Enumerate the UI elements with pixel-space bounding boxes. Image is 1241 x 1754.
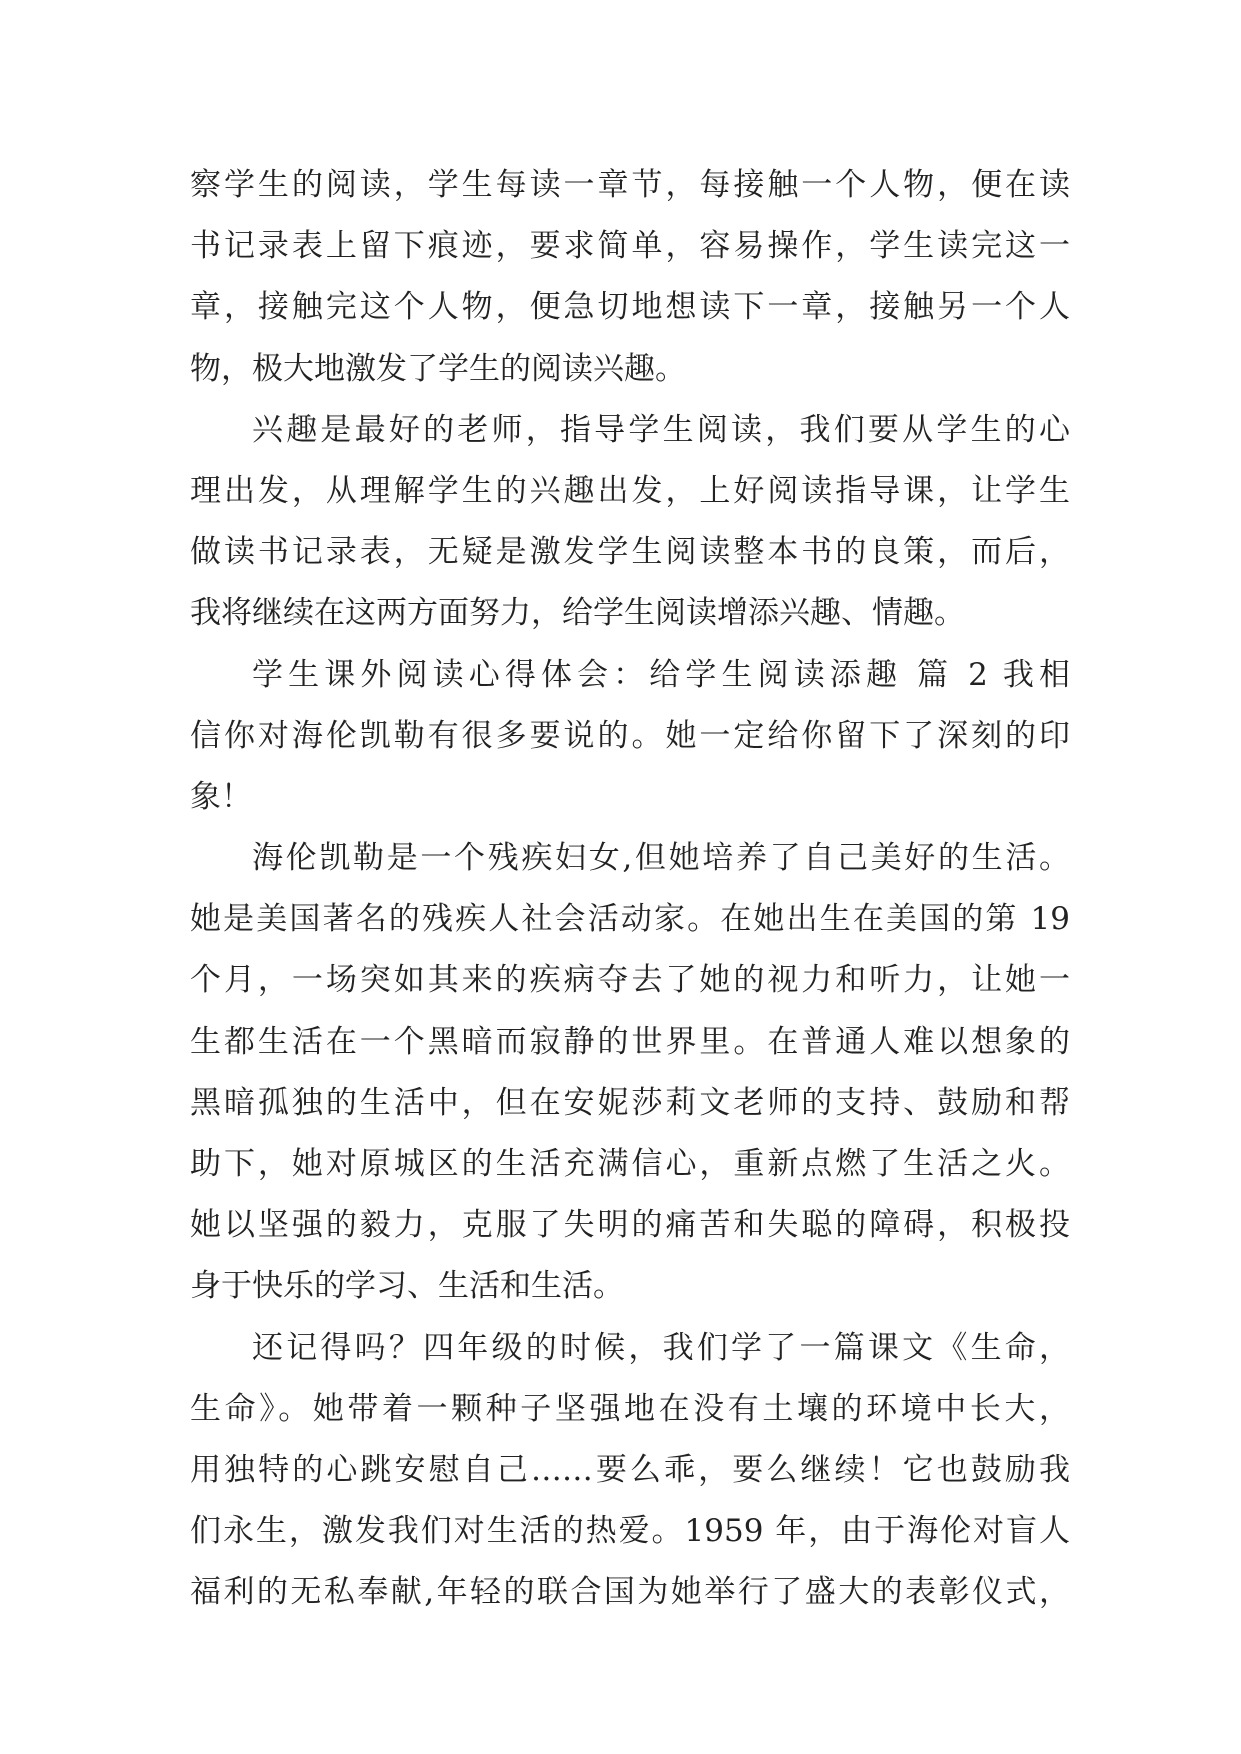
text-line: 黑暗孤独的生活中，但在安妮莎莉文老师的支持、鼓励和帮 [190, 1084, 1070, 1121]
text-line: 书记录表上留下痕迹，要求简单，容易操作，学生读完这一 [190, 228, 1070, 265]
text-line: 个月，一场突如其来的疾病夺去了她的视力和听力，让她一 [190, 962, 1070, 999]
text-line: 兴趣是最好的老师，指导学生阅读，我们要从学生的心 [252, 411, 1070, 448]
text-line: 们永生，激发我们对生活的热爱。1959 年，由于海伦对盲人 [190, 1513, 1070, 1550]
text-line: 生都生活在一个黑暗而寂静的世界里。在普通人难以想象的 [190, 1023, 1070, 1060]
text-line: 物，极大地激发了学生的阅读兴趣。 [190, 350, 686, 387]
text-line: 理出发，从理解学生的兴趣出发，上好阅读指导课，让学生 [190, 472, 1070, 509]
text-line: 信你对海伦凯勒有很多要说的。她一定给你留下了深刻的印 [190, 717, 1070, 754]
text-line: 她是美国著名的残疾人社会活动家。在她出生在美国的第 19 [190, 901, 1070, 938]
text-line: 助下，她对原城区的生活充满信心，重新点燃了生活之火。 [190, 1146, 1070, 1182]
text-line: 还记得吗？四年级的时候，我们学了一篇课文《生命， [252, 1329, 1070, 1366]
text-line: 海伦凯勒是一个残疾妇女,但她培养了自己美好的生活。 [252, 840, 1070, 877]
text-line: 章，接触完这个人物，便急切地想读下一章，接触另一个人 [190, 289, 1070, 326]
text-line: 用独特的心跳安慰自己……要么乖，要么继续！它也鼓励我 [190, 1451, 1070, 1488]
text-line: 福利的无私奉献,年轻的联合国为她举行了盛大的表彰仪式， [190, 1574, 1070, 1611]
text-line: 学生课外阅读心得体会：给学生阅读添趣 篇 2 我相 [252, 656, 1070, 693]
text-line: 她以坚强的毅力，克服了失明的痛苦和失聪的障碍，积极投 [190, 1207, 1070, 1244]
text-line: 做读书记录表，无疑是激发学生阅读整本书的良策，而后， [190, 534, 1070, 571]
document-body [190, 155, 1070, 1624]
text-line: 生命》。她带着一颗种子坚强地在没有土壤的环境中长大， [190, 1390, 1070, 1427]
text-line: 身于快乐的学习、生活和生活。 [190, 1268, 624, 1305]
text-line: 象！ [190, 778, 252, 815]
text-line: 察学生的阅读，学生每读一章节，每接触一个人物，便在读 [190, 167, 1070, 203]
text-line: 我将继续在这两方面努力，给学生阅读增添兴趣、情趣。 [190, 595, 965, 632]
